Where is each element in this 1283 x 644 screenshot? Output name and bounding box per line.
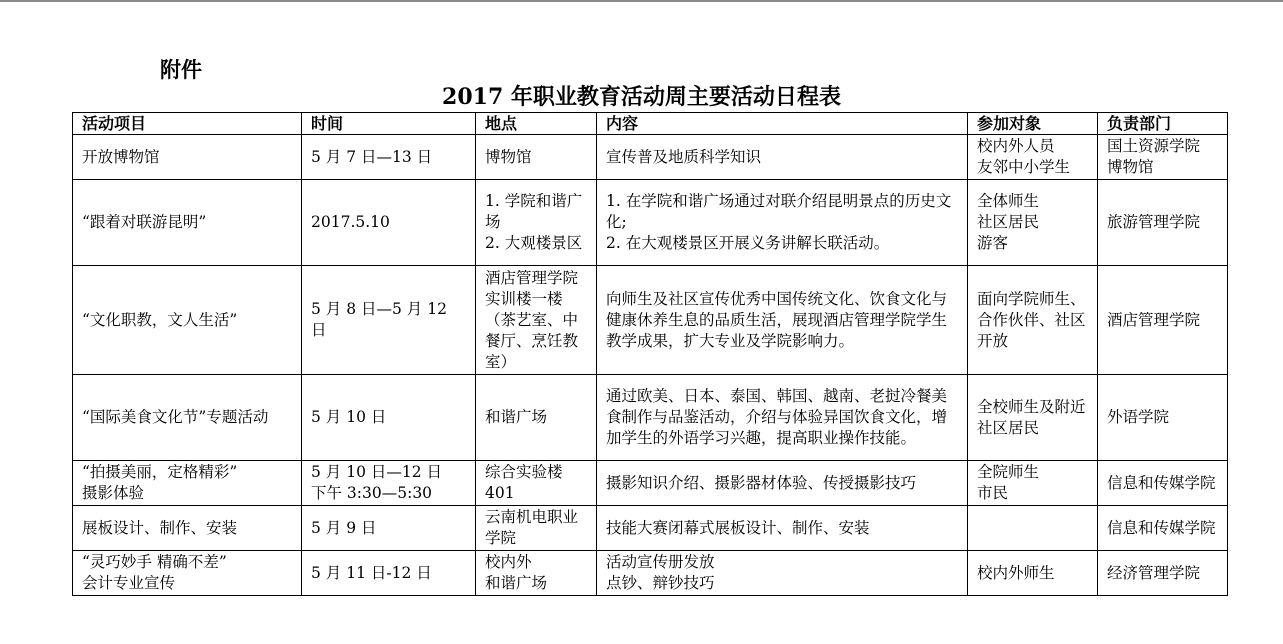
table-row <box>73 461 1228 506</box>
cell-participants: 全体师生 社区居民 游客 <box>968 180 1098 266</box>
cell-activity: “灵巧妙手 精确不差” 会计专业宣传 <box>73 551 302 596</box>
cell-time: 5 月 10 日—12 日 下午 3:30—5:30 <box>302 461 476 506</box>
cell-location: 和谐广场 <box>476 375 597 461</box>
cell-location: 云南机电职业学院 <box>476 506 597 551</box>
table-row <box>73 135 1228 180</box>
table-row <box>73 375 1228 461</box>
cell-location: 1. 学院和谐广场 2. 大观楼景区 <box>476 180 597 266</box>
cell-participants: 校内外师生 <box>968 551 1098 596</box>
cell-content: 通过欧美、日本、泰国、韩国、越南、老挝冷餐美食制作与品鉴活动，介绍与体验异国饮食文化，增加学生的外语学习兴趣，提高职业操作技能。 <box>597 375 968 461</box>
cell-content: 1. 在学院和谐广场通过对联介绍昆明景点的历史文化; 2. 在大观楼景区开展义务讲解长联活动。 <box>597 180 968 266</box>
cell-content: 活动宣传册发放 点钞、辩钞技巧 <box>597 551 968 596</box>
cell-participants: 全院师生 市民 <box>968 461 1098 506</box>
cell-department: 国土资源学院 博物馆 <box>1098 135 1228 180</box>
cell-time: 5 月 9 日 <box>302 506 476 551</box>
cell-activity: “文化职教，文人生活” <box>73 266 302 375</box>
header-row <box>73 113 1228 135</box>
cell-department: 酒店管理学院 <box>1098 266 1228 375</box>
cell-participants: 校内外人员 友邻中小学生 <box>968 135 1098 180</box>
header-activity: 活动项目 <box>73 113 302 135</box>
cell-time: 5 月 8 日—5 月 12 日 <box>302 266 476 375</box>
cell-content: 技能大赛闭幕式展板设计、制作、安装 <box>597 506 968 551</box>
cell-activity: “跟着对联游昆明” <box>73 180 302 266</box>
cell-location: 博物馆 <box>476 135 597 180</box>
cell-location: 校内外 和谐广场 <box>476 551 597 596</box>
cell-participants: 全校师生及附近社区居民 <box>968 375 1098 461</box>
cell-location: 酒店管理学院实训楼一楼（茶艺室、中餐厅、烹饪教室） <box>476 266 597 375</box>
table-row <box>73 180 1228 266</box>
cell-participants <box>968 506 1098 551</box>
cell-time: 5 月 7 日—13 日 <box>302 135 476 180</box>
cell-department: 信息和传媒学院 <box>1098 506 1228 551</box>
table-row <box>73 506 1228 551</box>
cell-activity: 展板设计、制作、安装 <box>73 506 302 551</box>
header-content: 内容 <box>597 113 968 135</box>
top-border-line <box>0 0 1283 2</box>
cell-activity: “国际美食文化节”专题活动 <box>73 375 302 461</box>
table-row <box>73 551 1228 596</box>
table-row <box>73 266 1228 375</box>
cell-department: 经济管理学院 <box>1098 551 1228 596</box>
page-title: 2017 年职业教育活动周主要活动日程表 <box>442 84 841 110</box>
cell-activity: 开放博物馆 <box>73 135 302 180</box>
cell-content: 宣传普及地质科学知识 <box>597 135 968 180</box>
cell-time: 5 月 11 日-12 日 <box>302 551 476 596</box>
cell-content: 向师生及社区宣传优秀中国传统文化、饮食文化与健康休养生息的品质生活，展现酒店管理学院学生教学成果，扩大专业及学院影响力。 <box>597 266 968 375</box>
cell-department: 旅游管理学院 <box>1098 180 1228 266</box>
header-participants: 参加对象 <box>968 113 1098 135</box>
cell-department: 外语学院 <box>1098 375 1228 461</box>
cell-location: 综合实验楼 401 <box>476 461 597 506</box>
attachment-label: 附件 <box>160 57 202 82</box>
schedule-table <box>72 112 1228 596</box>
cell-activity: “拍摄美丽，定格精彩” 摄影体验 <box>73 461 302 506</box>
header-location: 地点 <box>476 113 597 135</box>
header-time: 时间 <box>302 113 476 135</box>
cell-time: 5 月 10 日 <box>302 375 476 461</box>
cell-time: 2017.5.10 <box>302 180 476 266</box>
cell-participants: 面向学院师生、合作伙伴、社区开放 <box>968 266 1098 375</box>
cell-department: 信息和传媒学院 <box>1098 461 1228 506</box>
cell-content: 摄影知识介绍、摄影器材体验、传授摄影技巧 <box>597 461 968 506</box>
header-department: 负责部门 <box>1098 113 1228 135</box>
